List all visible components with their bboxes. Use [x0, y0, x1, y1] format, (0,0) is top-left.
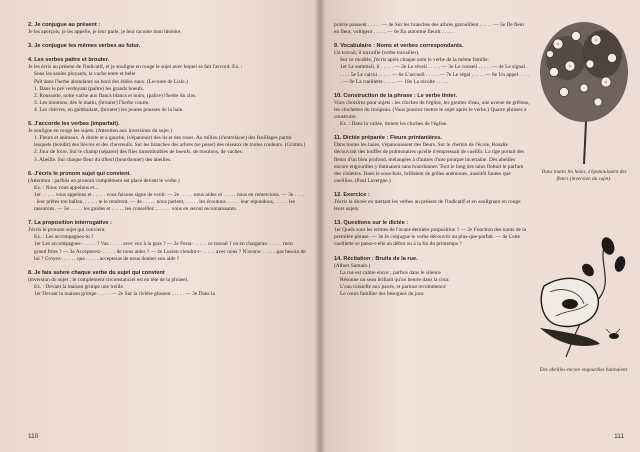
exercise-title: 8. Je fais suivre chaque verbe du sujet qui convient	[28, 269, 165, 276]
exercise-block	[334, 43, 530, 86]
flowering-shrub-drawing	[536, 14, 632, 164]
exercise-line: 3. Abeille. Sur chaque fleur du tilleul (bourdonner) des abeilles.	[34, 156, 172, 163]
exercise-title: 14. Récitation : Bruits de la rue.	[334, 255, 418, 262]
illustration-caption-bottom: Des abeilles encore engourdies butinaient.	[539, 367, 629, 373]
exercise-title: 2. Je conjugue au présent :	[28, 22, 101, 28]
exercise-line: (inversion du sujet ; le complément circonstanciel est en tête de la phrase).	[28, 276, 189, 283]
exercise-line: L'eau ruisselle aux pavés, et partout recommence	[340, 283, 446, 290]
exercise-title: 10. Construction de la phrase : Le verbe tinter.	[334, 92, 458, 99]
exercise-title: 11. Dictée préparée : Fleurs printanières.	[334, 135, 442, 142]
exercise-line: prairie paissent . . . . . — 4e Sur les branches des arbres gazouillent . . . . . — 5e De fleur en fleur, voltigent . . . . . — 6e En automne fleurit . . . . .	[334, 22, 525, 36]
exercise-line: 1. Dans le pré verdoyant (paître) les grands boeufs.	[34, 85, 145, 92]
illustration-caption-top: Dans toutes les haies, s'épanouissent des fleurs (inversion du sujet).	[541, 169, 627, 182]
exercise-line: Ex. : Nous vous appelons et...	[34, 184, 99, 191]
right-page	[320, 0, 640, 452]
exercise-line: Je souligne en rouge les sujets. (Attention aux inversions du sujet.)	[28, 128, 173, 135]
exercise-block	[334, 93, 530, 128]
exercise-line: J'écris le pronom sujet qui convient.	[28, 227, 106, 234]
exercise-line: La rue est calme encor ; parfois dans le silence	[340, 269, 441, 276]
exercise-line: Sous les saules ployants, la vache lente et belle	[34, 71, 136, 78]
exercise-line: 1er Les accompagnes- . . . . . ? Vas . . . . . avec eux à la gare ? — 2e Ferai- . . . . . ce travail ? ou en chargeras- . . . . . mon grand frère ? — 3e Accepterez- . . . . . de nous aider ? — 4e Lucien viendra-t- . . . . . avec nous ? N'avons- . . . . . pas besoin de lui ? Croyez- . . . . . que . . . . . accepteras de nous donner son aide ?	[34, 241, 306, 262]
exercise-block	[334, 192, 530, 213]
exercise-line: Je les aperçois, je les appelle, je leur parle, je leur raconte mon histoire.	[28, 29, 182, 36]
exercise-title: 7. La proposition interrogative :	[28, 220, 112, 227]
exercise-line: 2. Roussotte, notre vache aux flancs blancs et noirs, (paître) l'herbe du clos.	[34, 92, 197, 99]
exercise-line: Vous choisirez pour sujets : les cloches de l'église, les gouttes d'eau, une averse de grêlons, les clochettes du troupeau. (Vous pourrez mettre le sujet après le verbe.) Quatre phrases à construire.	[334, 99, 530, 121]
exercise-line: Résonne un seau brillant qu'on heurte dans la cour.	[340, 276, 450, 283]
exercise-title: 4. Les verbes paître et brouter.	[28, 57, 110, 64]
exercise-line: Un travail, il travaille (verbe travailler).	[334, 50, 420, 57]
left-page-number: 110	[28, 433, 39, 440]
exercise-block	[28, 270, 306, 298]
book-gutter	[314, 0, 326, 452]
exercise-line: Dans toutes les haies, s'épanouissent des fleurs. Sur le chemin de l'école, Rosalie découvrait des touffes de pulmonaires qu'elle n'empressait de cueillir. La tige portait des fleurs d'un bleu profond, mélangées à d'autres d'une pourpre incertaine. Des abeilles encore engourdies y butinaient sans bourdonner. Tout le long des talus flottait le parfum des violettes. Dans le sous-bois, brillaient de grêles anémones, aussitôt fanées que cueillies. (Paul Lavergne.)	[334, 142, 525, 184]
exercise-block	[334, 135, 530, 185]
exercise-block	[28, 220, 306, 263]
exercise-line: 1er Le sommeil, il . . . . . — 2e Le réveil . . . . . — 3e Le conseil . . . . . — 4e Le signal . . . . . 5e Le calcul . . . . . — 6e L'accueil . . . . . — 7e Le régal . . . . . — 8e Un appel . . . . . — 9e La cueillette . . . . . — 10e La récolte . . . . .	[340, 64, 529, 85]
bees-flower-illustration	[536, 232, 632, 374]
exercise-block	[28, 22, 306, 36]
exercise-line: J'écris la dictée en mettant les verbes au présent de l'indicatif et en soulignant en rouge leurs sujets.	[334, 198, 521, 213]
right-page-number: 111	[614, 433, 624, 440]
exercise-title: 13. Questions sur le dictée :	[334, 220, 409, 227]
exercise-block	[28, 43, 306, 50]
exercise-title: 9. Vocabulaire : Noms et verbes correspondants.	[334, 43, 464, 50]
exercise-line: (Attention : parfois un pronom complément est placé devant le verbe.)	[28, 177, 180, 184]
exercise-line: (Albert Samain.)	[334, 262, 371, 269]
exercise-line: Je les écris au présent de l'indicatif, et je souligne en rouge le sujet avec lequel se fait l'accord. Ex. :	[28, 64, 243, 71]
exercise-title: 6. J'écris le pronom sujet qui convient.	[28, 170, 131, 177]
exercise-line: 1er Devant la maison grimpe . . . . . — 2e Sur la rivière glissent . . . . . — 3e Dans la	[34, 291, 215, 297]
exercise-line: Ex. : Dans la vallée, tintent les cloches de l'église.	[340, 121, 448, 128]
exercise-line: 2. Jour de foire. Sur le champ (séparer) des files innombrables de boeufs, de moutons, de vaches.	[34, 149, 244, 156]
left-page-content	[28, 22, 306, 298]
exercise-block	[334, 22, 530, 36]
exercise-line: Ex. : Devant la maison grimpe une treille.	[34, 283, 125, 290]
exercise-line: 1. Fleurs et animaux. À droite et à gauche, (s'épanouir) des lis et des roses. Au milieu (s'entrelacer) des feuillages parmi lesquels (bondir) des lièvres et des chevreuils. Sur les branches des arbres (se poser) des oiseaux de toutes couleurs. (Grimm.)	[34, 135, 306, 149]
exercise-line: Le cours familier des besognes du jour.	[340, 291, 425, 297]
exercise-line: 1er Quels sont les termes de l'avant-dernière proposition ? — 2e Fonction des noms de la première phrase. — 3e Je conjugue le verbe découvrir au plus-que-parfait. — 4e Cette cueillette se passe-t-elle au début ou à la fin du printemps ?	[334, 227, 527, 248]
exercise-block	[28, 57, 306, 114]
exercise-title: 3. Je conjugue les mêmes verbes au futur.	[28, 43, 141, 50]
flower-with-bees-drawing	[536, 232, 632, 362]
right-page-content	[334, 22, 530, 305]
exercise-line: Sur ce modèle, j'écris après chaque nom le verbe de la même famille.	[340, 57, 490, 64]
exercise-line: 3. Les moutons, dès le matin, (brouter) l'herbe courte.	[34, 99, 150, 106]
exercise-line: Paît dans l'herbe abondante au bord des étiées eaux. (Leconte de Lisle.)	[34, 78, 188, 85]
exercise-line: 1er . . . . . vous appelons et . . . . . vous faisons signe de venir. — 2e . . . . . nous aidez et . . . . . nous en remercions. — 3e . . . . . leur prêtes ton ballon, . . . . . te le rendront. — 4e . . . . . nous parlent, . . . . . les écoutons . . . . . leur répondons, . . . . . les rassurons. — 5e . . . . . les guides et . . . . . les conseillez ; . . . . . vous en seront reconnaissants.	[34, 191, 305, 213]
exercise-line: 4. Les chèvres, en gambadant, (brouter) les jeunes pousses de la haie.	[34, 106, 184, 113]
exercise-title: 12. Exercice :	[334, 191, 370, 198]
hedge-flowers-illustration	[536, 14, 632, 182]
exercise-line: Ex. : Les accompagnes-tu ?	[34, 234, 94, 241]
exercise-block	[334, 220, 530, 248]
exercise-block	[28, 121, 306, 164]
exercise-block	[334, 256, 530, 299]
exercise-title: 5. J'accorde les verbes (imparfait).	[28, 121, 120, 128]
exercise-block	[28, 171, 306, 214]
